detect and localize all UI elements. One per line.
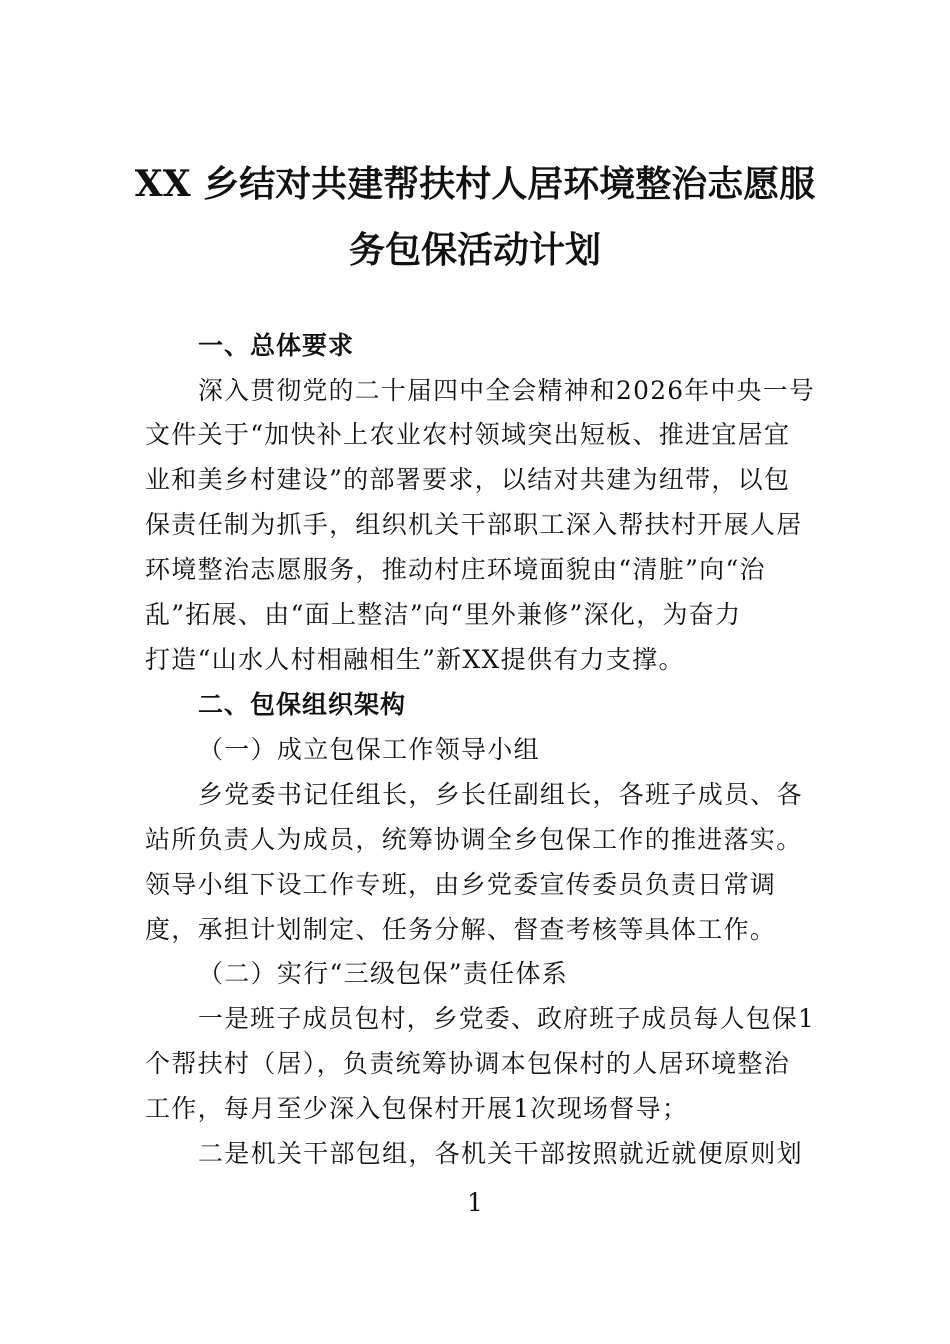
document-title-line-1: XX 乡结对共建帮扶村人居环境整治志愿服 <box>134 163 816 205</box>
paragraph-line: 站所负责人为成员，统筹协调全乡包保工作的推进落实。 <box>145 825 803 854</box>
paragraph-line: 乱”拓展、由“面上整洁”向“里外兼修”深化，为奋力 <box>145 600 742 629</box>
paragraph-line: 二是机关干部包组，各机关干部按照就近就便原则划 <box>198 1139 803 1168</box>
paragraph-line: 环境整治志愿服务，推动村庄环境面貌由“清脏”向“治 <box>145 555 766 584</box>
paragraph-line: 深入贯彻党的二十届四中全会精神和2026年中央一号 <box>198 376 816 405</box>
subsection-heading-three-level: （二）实行“三级包保”责任体系 <box>198 959 569 988</box>
page-number: 1 <box>467 1188 483 1217</box>
section-heading-general-requirements: 一、总体要求 <box>198 331 355 360</box>
paragraph-line: 领导小组下设工作专班，由乡党委宣传委员负责日常调 <box>145 870 777 899</box>
paragraph-line: 个帮扶村（居），负责统筹协调本包保村的人居环境整治 <box>145 1049 791 1078</box>
subsection-heading-leading-group: （一）成立包保工作领导小组 <box>198 735 540 764</box>
paragraph-line: 业和美乡村建设”的部署要求，以结对共建为纽带，以包 <box>145 465 791 494</box>
paragraph-line: 保责任制为抓手，组织机关干部职工深入帮扶村开展人居 <box>145 510 803 539</box>
paragraph-line: 度，承担计划制定、任务分解、督查考核等具体工作。 <box>145 915 777 944</box>
paragraph-line: 一是班子成员包村，乡党委、政府班子成员每人包保1 <box>198 1004 816 1033</box>
document-title-line-2: 务包保活动计划 <box>348 229 601 271</box>
paragraph-line: 工作，每月至少深入包保村开展1次现场督导； <box>145 1094 689 1123</box>
paragraph-line: 乡党委书记任组长，乡长任副组长，各班子成员、各 <box>198 780 803 809</box>
section-heading-organization: 二、包保组织架构 <box>198 690 407 719</box>
paragraph-line: 文件关于“加快补上农业农村领域突出短板、推进宜居宜 <box>145 420 791 449</box>
paragraph-line: 打造“山水人村相融相生”新XX提供有力支撑。 <box>145 645 685 674</box>
